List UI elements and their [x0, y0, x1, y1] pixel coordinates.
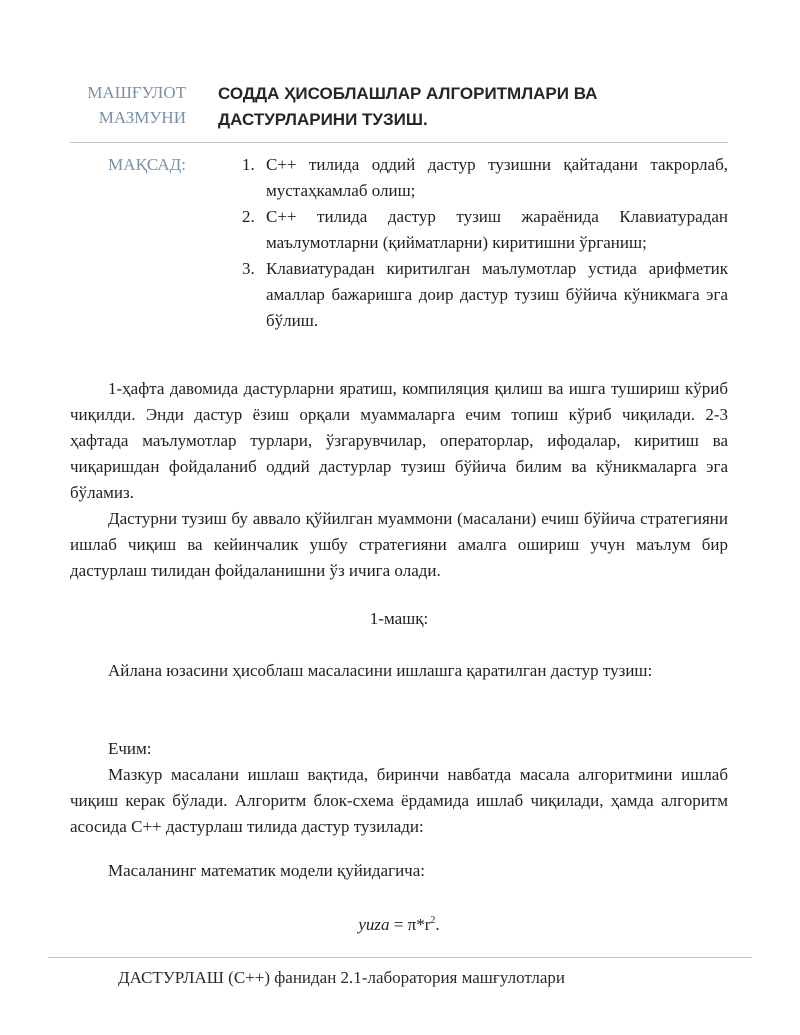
goal-item-number: 3. [242, 259, 255, 278]
lesson-label-line2: МАЗМУНИ [98, 108, 186, 127]
formula-expression: = π*r [389, 915, 431, 934]
lesson-header [0, 80, 800, 130]
lesson-title-line2: ДАСТУРЛАРИНИ ТУЗИШ. [218, 110, 428, 129]
goal-section [0, 152, 800, 342]
goal-item [236, 256, 728, 334]
exercise-heading: 1-машқ: [369, 609, 429, 628]
area-formula [70, 908, 728, 938]
model-paragraph: Масаланинг математик модели қуйидагича: [108, 861, 425, 880]
goal-item-text: Клавиатурадан киритилган маълумотлар устида арифметик амаллар бажаришга доир дастур тузиш бўйича кўникмага эга бўлиш. [266, 259, 728, 330]
goal-item-number: 1. [242, 155, 255, 174]
header-divider [70, 142, 728, 143]
solution-paragraph: Мазкур масалани ишлаш вақтида, биринчи навбатда масала алгоритмини ишлаб чиқиш керак бўлади. Алгоритм блок-схема ёрдамида ишлаб чиқилади, ҳамда алгоритм асосида C++ дастурлаш тилида дастур тузилади: [70, 765, 728, 836]
solution-label: Ечим: [108, 739, 152, 758]
page-footer: ДАСТУРЛАШ (C++) фанидан 2.1-лаборатория машғулотлари [118, 968, 566, 987]
formula-end: . [435, 915, 440, 934]
goal-item [236, 204, 728, 256]
lesson-content-label [87, 80, 186, 130]
lesson-label-line1: МАШҒУЛОТ [87, 83, 186, 102]
goal-item-text: C++ тилида дастур тузиш жараёнида Клавиатурадан маълумотларни (қийматларни) киритишни ўрганиш; [266, 207, 728, 252]
intro-paragraph: 1-ҳафта давомида дастурларни яратиш, компиляция қилиш ва ишга тушириш кўриб чиқилди. Энди дастур ёзиш орқали муаммаларга ечим топиш кўриб чиқилади. 2-3 ҳафтада маълумотлар турлари, ўзгарувчилар, операторлар, ифодалар, киритиш ва чиқаришдан фойдаланиб оддий дастурлар тузиш бўйича билим ва кўникмаларга эга бўламиз. [70, 379, 728, 502]
footer-divider [48, 957, 752, 958]
goal-item [236, 152, 728, 204]
goal-list [236, 152, 728, 334]
goal-item-number: 2. [242, 207, 255, 226]
lesson-title-line1: СОДДА ҲИСОБЛАШЛАР АЛГОРИТМЛАРИ ВА [218, 84, 598, 103]
formula-exponent: 2 [430, 915, 436, 926]
formula-variable: yuza [358, 915, 390, 934]
strategy-paragraph: Дастурни тузиш бу аввало қўйилган муаммони (масалани) ечиш бўйича стратегияни ишлаб чиқиш ва кейинчалик ушбу стратегияни амалга ошириш учун маълум бир дастурлаш тилидан фойдаланишни ўз ичига олади. [70, 509, 728, 580]
goal-item-text: C++ тилида оддий дастур тузишни қайтадани такрорлаб, мустаҳкамлаб олиш; [266, 155, 728, 200]
goal-label: МАҚСАД: [108, 155, 186, 174]
lesson-title [218, 81, 648, 133]
task-statement: Айлана юзасини ҳисоблаш масаласини ишлашга қаратилган дастур тузиш: [108, 661, 653, 680]
